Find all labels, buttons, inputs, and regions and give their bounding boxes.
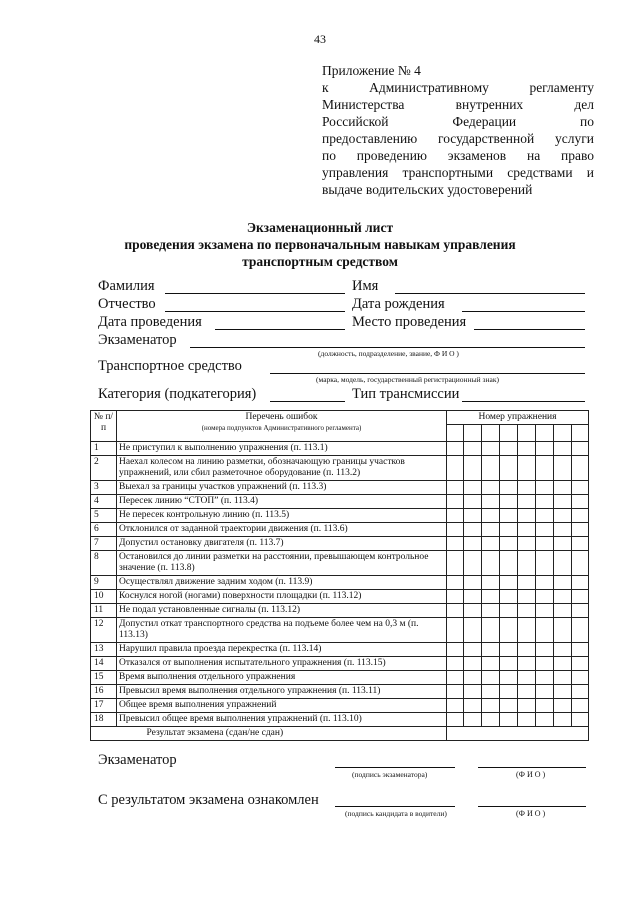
surname-label: Фамилия <box>98 278 155 294</box>
exercise-mark-cell[interactable] <box>447 523 464 537</box>
exercise-mark-cell[interactable] <box>447 509 464 523</box>
exercise-mark-cell[interactable] <box>536 456 554 481</box>
exercise-mark-cell[interactable] <box>536 590 554 604</box>
exercise-mark-cell[interactable] <box>482 495 500 509</box>
exercise-mark-cell[interactable] <box>447 551 464 576</box>
row-number: 1 <box>91 442 117 456</box>
exercise-mark-cell[interactable] <box>572 590 589 604</box>
table-row <box>91 618 589 643</box>
exercise-mark-cell[interactable] <box>500 509 518 523</box>
transmission-label: Тип трансмиссии <box>352 386 460 402</box>
row-number: 18 <box>91 713 117 727</box>
row-number: 5 <box>91 509 117 523</box>
exam-date-label: Дата проведения <box>98 314 202 330</box>
exercise-mark-cell[interactable] <box>554 604 572 618</box>
exercise-mark-cell[interactable] <box>482 618 500 643</box>
vehicle-field[interactable] <box>270 373 585 374</box>
appendix-line: по проведению экзаменов на право <box>322 148 594 163</box>
exercise-mark-cell[interactable] <box>536 643 554 657</box>
exercise-mark-cell[interactable] <box>482 713 500 727</box>
exercise-mark-cell[interactable] <box>482 671 500 685</box>
table-row <box>91 523 589 537</box>
exercise-mark-cell[interactable] <box>536 537 554 551</box>
exercise-mark-cell[interactable] <box>554 699 572 713</box>
exercise-mark-cell[interactable] <box>464 671 482 685</box>
exercise-col-cell[interactable] <box>482 425 500 442</box>
row-number: 3 <box>91 481 117 495</box>
exercise-mark-cell[interactable] <box>572 537 589 551</box>
row-number: 2 <box>91 456 117 481</box>
exercise-mark-cell[interactable] <box>536 551 554 576</box>
exercise-mark-cell[interactable] <box>464 442 482 456</box>
exercise-mark-cell[interactable] <box>482 657 500 671</box>
exercise-col-cell[interactable] <box>536 425 554 442</box>
exercise-mark-cell[interactable] <box>536 618 554 643</box>
exercise-mark-cell[interactable] <box>482 509 500 523</box>
row-number: 11 <box>91 604 117 618</box>
exercise-mark-cell[interactable] <box>464 685 482 699</box>
row-error-text: Превысил общее время выполнения упражнений (п. 113.10) <box>117 713 447 727</box>
appendix-line: Министерства внутренних дел <box>322 97 594 112</box>
acquainted-label: С результатом экзамена ознакомлен <box>98 792 319 808</box>
row-error-text: Нарушил правила проезда перекрестка (п. 113.14) <box>117 643 447 657</box>
exercise-mark-cell[interactable] <box>464 699 482 713</box>
row-error-text: Пересек линию “СТОП” (п. 113.4) <box>117 495 447 509</box>
exercise-mark-cell[interactable] <box>572 551 589 576</box>
name-field[interactable] <box>395 293 585 294</box>
exercise-mark-cell[interactable] <box>500 523 518 537</box>
exercise-mark-cell[interactable] <box>554 685 572 699</box>
exercise-mark-cell[interactable] <box>447 576 464 590</box>
exercise-mark-cell[interactable] <box>464 604 482 618</box>
col-errors-hint: (номера подпунктов Административного регламента) <box>201 424 362 432</box>
exercise-mark-cell[interactable] <box>447 442 464 456</box>
exercise-mark-cell[interactable] <box>518 537 536 551</box>
exercise-mark-cell[interactable] <box>554 590 572 604</box>
exercise-mark-cell[interactable] <box>536 442 554 456</box>
appendix-line: выдаче водительских удостоверений <box>322 182 533 197</box>
name-label: Имя <box>352 278 379 294</box>
appendix-line: предоставлению государственной услуги <box>322 131 594 146</box>
exercise-col-cell[interactable] <box>447 425 464 442</box>
exercise-mark-cell[interactable] <box>518 481 536 495</box>
table-row <box>91 685 589 699</box>
row-error-text: Допустил откат транспортного средства на подъеме более чем на 0,3 м (п. 113.13) <box>117 618 447 643</box>
exercise-mark-cell[interactable] <box>518 643 536 657</box>
exercise-mark-cell[interactable] <box>447 481 464 495</box>
exercise-mark-cell[interactable] <box>554 509 572 523</box>
candidate-fio-field[interactable] <box>478 806 586 807</box>
examiner-label: Экзаменатор <box>98 332 177 348</box>
table-row <box>91 442 589 456</box>
examiner-fio-hint: (Ф И О ) <box>516 770 546 779</box>
table-row <box>91 590 589 604</box>
exercise-mark-cell[interactable] <box>464 618 482 643</box>
table-row <box>91 495 589 509</box>
surname-field[interactable] <box>165 293 345 294</box>
table-row <box>91 537 589 551</box>
table-row <box>91 699 589 713</box>
exercise-mark-cell[interactable] <box>518 699 536 713</box>
row-error-text: Отказался от выполнения испытательного упражнения (п. 113.15) <box>117 657 447 671</box>
exercise-mark-cell[interactable] <box>447 604 464 618</box>
category-label: Категория (подкатегория) <box>98 386 257 402</box>
col-exercise-header: Номер упражнения <box>447 411 589 425</box>
candidate-sign-hint: (подпись кандидата в водители) <box>345 809 447 818</box>
row-error-text: Время выполнения отдельного упражнения <box>117 671 447 685</box>
row-number: 14 <box>91 657 117 671</box>
col-errors-header <box>117 411 447 442</box>
exercise-mark-cell[interactable] <box>572 523 589 537</box>
exercise-mark-cell[interactable] <box>518 456 536 481</box>
row-error-text: Общее время выполнения упражнений <box>117 699 447 713</box>
exercise-mark-cell[interactable] <box>464 657 482 671</box>
exercise-mark-cell[interactable] <box>518 590 536 604</box>
exercise-mark-cell[interactable] <box>536 576 554 590</box>
exercise-mark-cell[interactable] <box>500 590 518 604</box>
exercise-mark-cell[interactable] <box>536 523 554 537</box>
row-number: 17 <box>91 699 117 713</box>
exercise-mark-cell[interactable] <box>500 495 518 509</box>
exam-place-field[interactable] <box>474 329 585 330</box>
exercise-mark-cell[interactable] <box>482 576 500 590</box>
exercise-mark-cell[interactable] <box>500 643 518 657</box>
exercise-mark-cell[interactable] <box>482 442 500 456</box>
exercise-mark-cell[interactable] <box>447 495 464 509</box>
exercise-mark-cell[interactable] <box>518 657 536 671</box>
exercise-mark-cell[interactable] <box>554 657 572 671</box>
exercise-mark-cell[interactable] <box>482 537 500 551</box>
col-num-header: № п/п <box>91 411 117 442</box>
row-number: 16 <box>91 685 117 699</box>
appendix-line: к Административному регламенту <box>322 80 594 95</box>
exercise-mark-cell[interactable] <box>482 481 500 495</box>
birth-date-field[interactable] <box>462 311 585 312</box>
table-row <box>91 509 589 523</box>
examiner-field[interactable] <box>190 347 585 348</box>
exercise-mark-cell[interactable] <box>554 481 572 495</box>
exercise-mark-cell[interactable] <box>554 713 572 727</box>
row-number: 4 <box>91 495 117 509</box>
exercise-mark-cell[interactable] <box>482 643 500 657</box>
row-error-text: Остановился до линии разметки на расстоянии, превышающем контрольное значение (п. 113.8) <box>117 551 447 576</box>
exercise-mark-cell[interactable] <box>447 456 464 481</box>
exercise-mark-cell[interactable] <box>464 643 482 657</box>
exercise-mark-cell[interactable] <box>554 456 572 481</box>
exercise-mark-cell[interactable] <box>500 618 518 643</box>
exercise-mark-cell[interactable] <box>482 604 500 618</box>
exercise-mark-cell[interactable] <box>572 699 589 713</box>
exercise-mark-cell[interactable] <box>464 523 482 537</box>
exercise-mark-cell[interactable] <box>500 442 518 456</box>
patronymic-label: Отчество <box>98 296 156 312</box>
result-cell[interactable] <box>447 727 589 741</box>
row-number: 7 <box>91 537 117 551</box>
exercise-mark-cell[interactable] <box>536 495 554 509</box>
exercise-mark-cell[interactable] <box>447 713 464 727</box>
exercise-mark-cell[interactable] <box>518 618 536 643</box>
table-row <box>91 551 589 576</box>
candidate-fio-hint: (Ф И О ) <box>516 809 546 818</box>
exercise-mark-cell[interactable] <box>518 604 536 618</box>
row-number: 12 <box>91 618 117 643</box>
table-row <box>91 481 589 495</box>
examiner-sign-hint: (подпись экзаменатора) <box>352 770 428 779</box>
examiner-sign-label: Экзаменатор <box>98 752 177 768</box>
table-row <box>91 713 589 727</box>
exercise-mark-cell[interactable] <box>482 590 500 604</box>
exercise-mark-cell[interactable] <box>518 671 536 685</box>
row-error-text: Коснулся ногой (ногами) поверхности площадки (п. 113.12) <box>117 590 447 604</box>
exercise-mark-cell[interactable] <box>464 551 482 576</box>
exercise-mark-cell[interactable] <box>572 442 589 456</box>
exercise-mark-cell[interactable] <box>572 456 589 481</box>
exercise-mark-cell[interactable] <box>572 671 589 685</box>
candidate-signature-field[interactable] <box>335 806 455 807</box>
exercise-mark-cell[interactable] <box>447 671 464 685</box>
exercise-mark-cell[interactable] <box>572 685 589 699</box>
row-number: 9 <box>91 576 117 590</box>
exercise-mark-cell[interactable] <box>554 551 572 576</box>
exercise-mark-cell[interactable] <box>554 576 572 590</box>
category-field[interactable] <box>270 401 345 402</box>
exercise-mark-cell[interactable] <box>554 537 572 551</box>
examiner-hint: (должность, подразделение, звание, Ф И О ) <box>318 349 459 358</box>
exercise-mark-cell[interactable] <box>447 643 464 657</box>
exercise-mark-cell[interactable] <box>500 604 518 618</box>
exercise-mark-cell[interactable] <box>518 713 536 727</box>
exercise-mark-cell[interactable] <box>554 618 572 643</box>
row-error-text: Наехал колесом на линию разметки, обозначающую границы участков упражнений, или сбил разметочное оборудование (п. 113.2) <box>117 456 447 481</box>
row-error-text: Осуществлял движение задним ходом (п. 113.9) <box>117 576 447 590</box>
row-error-text: Допустил остановку двигателя (п. 113.7) <box>117 537 447 551</box>
exercise-mark-cell[interactable] <box>482 551 500 576</box>
transmission-field[interactable] <box>462 401 585 402</box>
exercise-mark-cell[interactable] <box>572 657 589 671</box>
exercise-mark-cell[interactable] <box>518 495 536 509</box>
exercise-mark-cell[interactable] <box>518 576 536 590</box>
exercise-mark-cell[interactable] <box>500 699 518 713</box>
exercise-mark-cell[interactable] <box>572 643 589 657</box>
row-error-text: Не подал установленные сигналы (п. 113.12) <box>117 604 447 618</box>
exercise-mark-cell[interactable] <box>500 576 518 590</box>
appendix-line: Российской Федерации по <box>322 114 594 129</box>
exam-place-label: Место проведения <box>352 314 467 330</box>
appendix-line: Приложение № 4 <box>322 63 421 78</box>
exercise-mark-cell[interactable] <box>500 481 518 495</box>
examiner-fio-field[interactable] <box>478 767 586 768</box>
exercise-mark-cell[interactable] <box>447 618 464 643</box>
exercise-mark-cell[interactable] <box>447 590 464 604</box>
table-row <box>91 604 589 618</box>
exercise-col-cell[interactable] <box>464 425 482 442</box>
document-subtitle: проведения экзамена по первоначальным навыкам управления <box>124 237 516 252</box>
exercise-col-cell[interactable] <box>500 425 518 442</box>
exercise-mark-cell[interactable] <box>464 576 482 590</box>
exercise-mark-cell[interactable] <box>536 509 554 523</box>
exercise-mark-cell[interactable] <box>554 523 572 537</box>
exercise-mark-cell[interactable] <box>500 671 518 685</box>
exercise-mark-cell[interactable] <box>554 495 572 509</box>
exercise-mark-cell[interactable] <box>464 713 482 727</box>
exercise-mark-cell[interactable] <box>464 495 482 509</box>
exercise-mark-cell[interactable] <box>500 685 518 699</box>
document-title: Экзаменационный лист <box>246 220 394 235</box>
exercise-mark-cell[interactable] <box>447 685 464 699</box>
exercise-mark-cell[interactable] <box>464 537 482 551</box>
appendix-block <box>322 62 594 198</box>
exercise-mark-cell[interactable] <box>464 481 482 495</box>
row-error-text: Не приступил к выполнению упражнения (п. 113.1) <box>117 442 447 456</box>
result-label: Результат экзамена (сдан/не сдан) <box>117 727 447 741</box>
exercise-mark-cell[interactable] <box>518 509 536 523</box>
exercise-mark-cell[interactable] <box>572 618 589 643</box>
exercise-mark-cell[interactable] <box>572 495 589 509</box>
exercise-mark-cell[interactable] <box>554 671 572 685</box>
exercise-mark-cell[interactable] <box>464 456 482 481</box>
exercise-mark-cell[interactable] <box>482 456 500 481</box>
row-error-text: Отклонился от заданной траектории движения (п. 113.6) <box>117 523 447 537</box>
exercise-mark-cell[interactable] <box>482 699 500 713</box>
exercise-mark-cell[interactable] <box>536 604 554 618</box>
exercise-mark-cell[interactable] <box>447 537 464 551</box>
exercise-mark-cell[interactable] <box>536 699 554 713</box>
row-error-text: Превысил время выполнения отдельного упражнения (п. 113.11) <box>117 685 447 699</box>
exercise-mark-cell[interactable] <box>572 509 589 523</box>
exercise-mark-cell[interactable] <box>447 699 464 713</box>
exercise-mark-cell[interactable] <box>500 657 518 671</box>
exercise-mark-cell[interactable] <box>500 537 518 551</box>
exercise-mark-cell[interactable] <box>518 442 536 456</box>
exam-date-field[interactable] <box>215 329 345 330</box>
examiner-signature-field[interactable] <box>335 767 455 768</box>
exercise-mark-cell[interactable] <box>572 604 589 618</box>
vehicle-label: Транспортное средство <box>98 358 242 374</box>
exercise-mark-cell[interactable] <box>536 671 554 685</box>
col-errors-title: Перечень ошибок <box>245 412 318 422</box>
result-spacer <box>91 727 117 741</box>
exercise-mark-cell[interactable] <box>518 551 536 576</box>
table-row <box>91 657 589 671</box>
exercise-mark-cell[interactable] <box>572 576 589 590</box>
exercise-mark-cell[interactable] <box>500 551 518 576</box>
exercise-mark-cell[interactable] <box>500 713 518 727</box>
exercise-mark-cell[interactable] <box>536 481 554 495</box>
row-number: 15 <box>91 671 117 685</box>
exercise-mark-cell[interactable] <box>518 685 536 699</box>
exercise-mark-cell[interactable] <box>447 657 464 671</box>
row-number: 6 <box>91 523 117 537</box>
row-number: 10 <box>91 590 117 604</box>
exercise-mark-cell[interactable] <box>536 657 554 671</box>
table-row <box>91 643 589 657</box>
exercise-mark-cell[interactable] <box>536 713 554 727</box>
exercise-mark-cell[interactable] <box>554 643 572 657</box>
row-number: 8 <box>91 551 117 576</box>
exercise-col-cell[interactable] <box>554 425 572 442</box>
exercise-mark-cell[interactable] <box>464 590 482 604</box>
table-row <box>91 671 589 685</box>
errors-table <box>90 410 589 741</box>
exercise-mark-cell[interactable] <box>464 509 482 523</box>
exercise-col-cell[interactable] <box>572 425 589 442</box>
row-error-text: Выехал за границы участков упражнений (п. 113.3) <box>117 481 447 495</box>
exercise-mark-cell[interactable] <box>572 481 589 495</box>
exercise-mark-cell[interactable] <box>482 685 500 699</box>
exercise-mark-cell[interactable] <box>500 456 518 481</box>
patronymic-field[interactable] <box>165 311 345 312</box>
exercise-mark-cell[interactable] <box>518 523 536 537</box>
row-number: 13 <box>91 643 117 657</box>
exercise-mark-cell[interactable] <box>536 685 554 699</box>
table-row <box>91 456 589 481</box>
appendix-line: управления транспортными средствами и <box>322 165 594 180</box>
exercise-mark-cell[interactable] <box>482 523 500 537</box>
exercise-col-cell[interactable] <box>518 425 536 442</box>
exercise-mark-cell[interactable] <box>572 713 589 727</box>
exercise-mark-cell[interactable] <box>554 442 572 456</box>
table-row <box>91 576 589 590</box>
birth-date-label: Дата рождения <box>352 296 445 312</box>
page-number: 43 <box>314 32 326 46</box>
document-subtitle-2: транспортным средством <box>242 254 398 269</box>
row-error-text: Не пересек контрольную линию (п. 113.5) <box>117 509 447 523</box>
vehicle-hint: (марка, модель, государственный регистрационный знак) <box>316 375 499 384</box>
